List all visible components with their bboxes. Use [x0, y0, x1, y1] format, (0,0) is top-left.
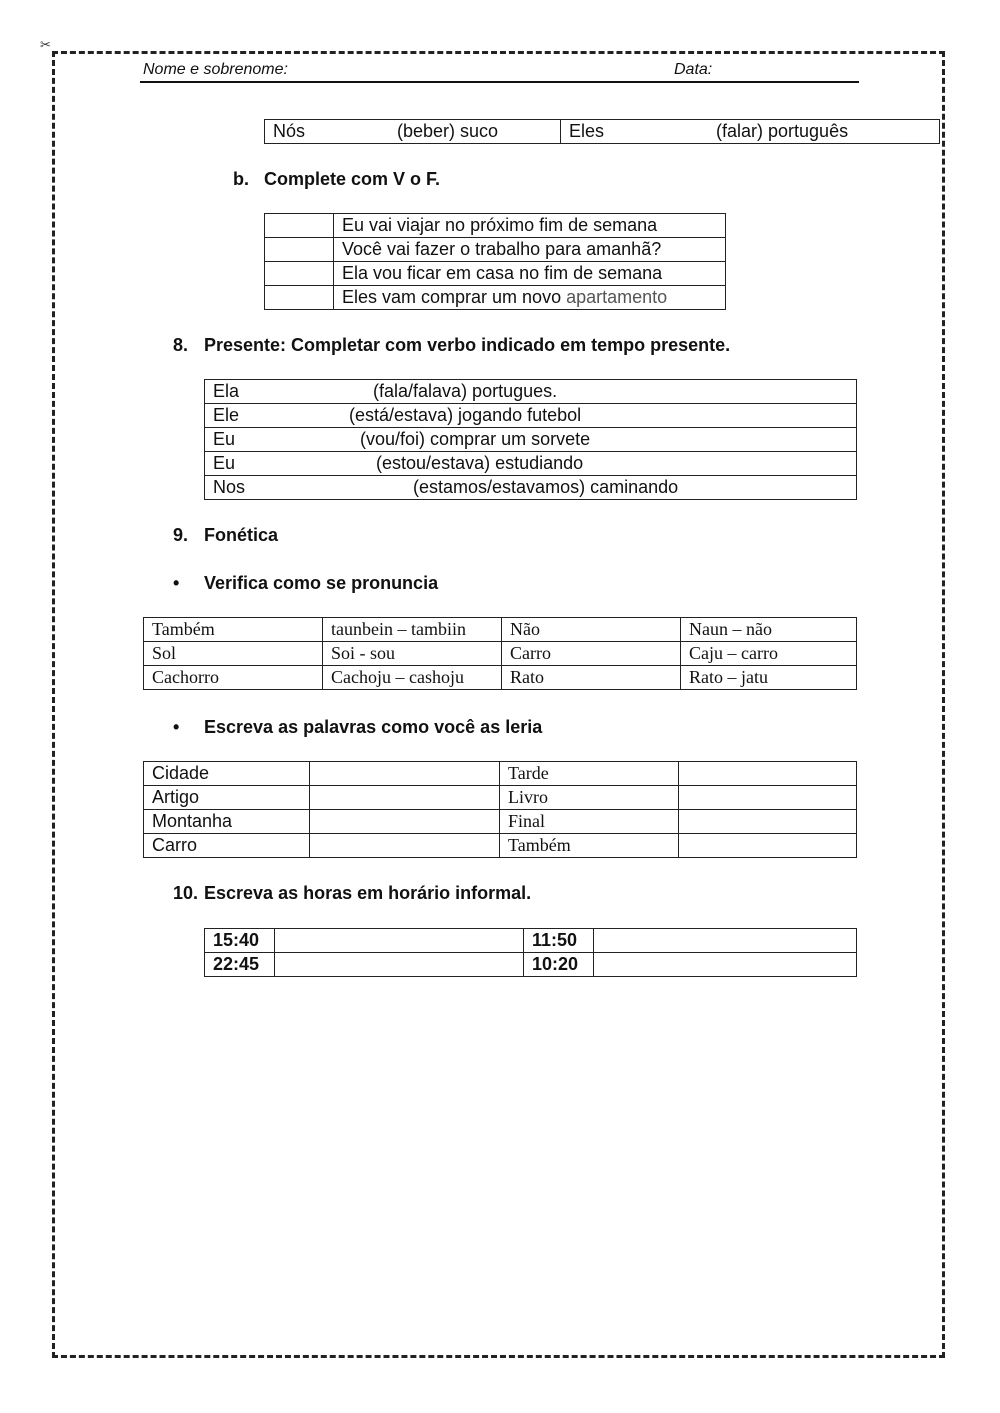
word-cell: Cidade [144, 762, 310, 786]
present-tense-table [204, 379, 857, 500]
word-cell: Montanha [144, 810, 310, 834]
section-title: Presente: Completar com verbo indicado em tempo presente. [204, 335, 731, 355]
statement-cell: Ela vou ficar em casa no fim de semana [334, 262, 726, 286]
answer-cell[interactable] [265, 262, 334, 286]
statement-cell [334, 286, 726, 310]
answer-cell[interactable] [310, 786, 500, 810]
name-label: Nome e sobrenome: [143, 61, 288, 78]
time-cell: 22:45 [205, 953, 275, 977]
scissors-icon: ✂ [40, 37, 51, 52]
section-title: Fonética [204, 525, 279, 545]
subheading-text: Verifica como se pronuncia [204, 573, 439, 593]
header-line [140, 59, 859, 83]
subject-text: Ele [213, 405, 240, 425]
hours-table [204, 928, 857, 977]
section-8-heading [173, 335, 730, 356]
word-cell: Também [144, 618, 323, 642]
section-10-heading [173, 883, 531, 904]
pronunciation-cell: Soi - sou [323, 642, 502, 666]
time-cell: 11:50 [524, 929, 594, 953]
table-row [205, 452, 857, 476]
time-cell: 10:20 [524, 953, 594, 977]
word-cell: Também [500, 834, 679, 858]
statement-text: Eles vam comprar um novo [342, 287, 562, 307]
answer-cell[interactable] [679, 810, 857, 834]
section-title: Complete com V o F. [264, 169, 441, 189]
sentence-cell [205, 452, 857, 476]
pronunciation-cell: Caju – carro [681, 642, 857, 666]
word-cell: Sol [144, 642, 323, 666]
verb-hint-text: (estamos/estavamos) caminando [413, 477, 679, 497]
bullet-icon: • [173, 717, 180, 737]
pronunciation-table [143, 617, 857, 690]
verb-hint-text: (beber) suco [397, 121, 499, 141]
answer-cell[interactable] [310, 762, 500, 786]
pronunciation-cell: Cachoju – cashoju [323, 666, 502, 690]
subject-text: Eles [569, 121, 605, 141]
answer-cell[interactable] [310, 810, 500, 834]
table-row [144, 762, 857, 786]
section-9-heading [173, 525, 278, 546]
top-row-table [264, 119, 940, 144]
verb-hint-text: (estou/estava) estudiando [376, 453, 584, 473]
table-row [265, 238, 726, 262]
word-cell: Final [500, 810, 679, 834]
word-cell: Carro [144, 834, 310, 858]
top-row-cell-2 [561, 120, 940, 144]
answer-cell[interactable] [265, 238, 334, 262]
subject-text: Nos [213, 477, 246, 497]
table-row [205, 404, 857, 428]
verb-hint-text: (vou/foi) comprar um sorvete [360, 429, 591, 449]
table-row [265, 120, 940, 144]
statement-cell: Você vai fazer o trabalho para amanhã? [334, 238, 726, 262]
word-cell: Não [502, 618, 681, 642]
pronounce-subheading [173, 573, 438, 594]
time-cell: 15:40 [205, 929, 275, 953]
table-row [144, 666, 857, 690]
table-row [265, 286, 726, 310]
section-marker: b. [233, 169, 249, 189]
subject-text: Ela [213, 381, 240, 401]
subheading-text: Escreva as palavras como você as leria [204, 717, 543, 737]
true-false-table [264, 213, 726, 310]
pronunciation-cell: Rato – jatu [681, 666, 857, 690]
bullet-icon: • [173, 573, 180, 593]
table-row [265, 214, 726, 238]
verb-hint-text: (fala/falava) portugues. [373, 381, 558, 401]
section-number: 8. [173, 335, 189, 355]
answer-cell[interactable] [679, 786, 857, 810]
subject-text: Nós [273, 121, 306, 141]
answer-cell[interactable] [310, 834, 500, 858]
word-cell: Artigo [144, 786, 310, 810]
table-row [144, 618, 857, 642]
answer-cell[interactable] [275, 953, 524, 977]
section-b-heading [233, 169, 440, 190]
table-row [144, 834, 857, 858]
word-cell: Tarde [500, 762, 679, 786]
sentence-cell [205, 428, 857, 452]
pronunciation-cell: Naun – não [681, 618, 857, 642]
section-number: 9. [173, 525, 189, 545]
sentence-cell [205, 476, 857, 500]
section-title: Escreva as horas em horário informal. [204, 883, 532, 903]
verb-hint-text: (está/estava) jogando futebol [349, 405, 582, 425]
table-row [205, 929, 857, 953]
sentence-cell [205, 404, 857, 428]
answer-cell[interactable] [275, 929, 524, 953]
statement-last-word: apartamento [566, 287, 668, 307]
write-words-table [143, 761, 857, 858]
answer-cell[interactable] [594, 953, 857, 977]
write-subheading [173, 717, 542, 738]
table-row [205, 476, 857, 500]
verb-hint-text: (falar) português [716, 121, 849, 141]
section-number: 10. [173, 883, 199, 903]
table-row [205, 380, 857, 404]
table-row [144, 810, 857, 834]
statement-cell: Eu vai viajar no próximo fim de semana [334, 214, 726, 238]
table-row [205, 953, 857, 977]
date-label: Data: [674, 61, 713, 78]
top-row-cell-1 [265, 120, 561, 144]
answer-cell[interactable] [594, 929, 857, 953]
answer-cell[interactable] [265, 214, 334, 238]
table-row [265, 262, 726, 286]
table-row [205, 428, 857, 452]
pronunciation-cell: taunbein – tambiin [323, 618, 502, 642]
table-row [144, 786, 857, 810]
answer-cell[interactable] [265, 286, 334, 310]
answer-cell[interactable] [679, 834, 857, 858]
sentence-cell [205, 380, 857, 404]
word-cell: Cachorro [144, 666, 323, 690]
word-cell: Livro [500, 786, 679, 810]
word-cell: Carro [502, 642, 681, 666]
subject-text: Eu [213, 429, 236, 449]
word-cell: Rato [502, 666, 681, 690]
subject-text: Eu [213, 453, 236, 473]
table-row [144, 642, 857, 666]
answer-cell[interactable] [679, 762, 857, 786]
